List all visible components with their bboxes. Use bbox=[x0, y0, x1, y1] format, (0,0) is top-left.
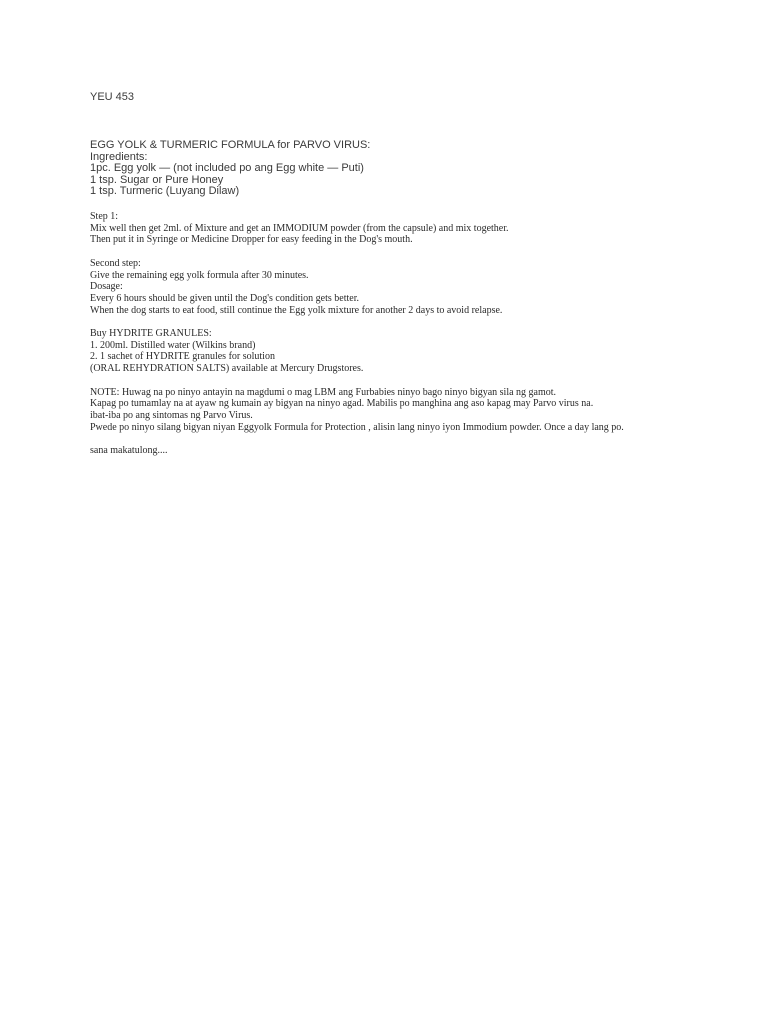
dosage-label: Dosage: bbox=[90, 281, 123, 293]
spacer bbox=[90, 316, 700, 328]
ingredient-item: 1 tsp. Turmeric (Luyang Dilaw) bbox=[90, 185, 240, 198]
dosage-line: Every 6 hours should be given until the Dog's condition gets better. bbox=[90, 292, 359, 304]
closing-line: sana makatulong.... bbox=[90, 445, 168, 456]
hydrite-line: 2. 1 sachet of HYDRITE granules for solution bbox=[90, 351, 275, 363]
dosage-line: When the dog starts to eat food, still continue the Egg yolk mixture for another 2 days to avoid relapse. bbox=[90, 304, 503, 316]
spacer bbox=[90, 433, 700, 445]
formula-title: EGG YOLK & TURMERIC FORMULA for PARVO VIRUS: bbox=[90, 139, 371, 151]
hydrite-line: (ORAL REHYDRATION SALTS) available at Mercury Drugstores. bbox=[90, 363, 364, 375]
step2-heading: Second step: bbox=[90, 257, 141, 269]
step1-line: Then put it in Syringe or Medicine Dropper for easy feeding in the Dog's mouth. bbox=[90, 234, 413, 246]
note-line: ibat-iba po ang sintomas ng Parvo Virus. bbox=[90, 409, 253, 421]
ingredients-label: Ingredients: bbox=[90, 150, 148, 163]
spacer bbox=[90, 375, 700, 387]
spacer bbox=[90, 246, 700, 258]
note-line: Kapag po tumamlay na at ayaw ng kumain ay bigyan na ninyo agad. Mabilis po manghina ang aso kapag may Parvo virus na. bbox=[90, 398, 594, 410]
formula-block bbox=[90, 140, 370, 198]
ingredient-item: 1 tsp. Sugar or Pure Honey bbox=[90, 173, 224, 186]
note-line: Pwede po ninyo silang bigyan niyan Eggyolk Formula for Protection , alisin lang ninyo iyon Immodium powder. Once a day lang po. bbox=[90, 421, 624, 433]
step1-heading: Step 1: bbox=[90, 211, 119, 222]
document-code: YEU 453 bbox=[90, 91, 135, 103]
note-line: NOTE: Huwag na po ninyo antayin na magdumi o mag LBM ang Furbabies ninyo bago ninyo bigyan sila ng gamot. bbox=[90, 386, 557, 398]
hydrite-line: 1. 200ml. Distilled water (Wilkins brand) bbox=[90, 339, 256, 351]
instructions-block bbox=[90, 211, 700, 457]
step1-line: Mix well then get 2ml. of Mixture and get an IMMODIUM powder (from the capsule) and mix together. bbox=[90, 222, 509, 234]
hydrite-heading: Buy HYDRITE GRANULES: bbox=[90, 328, 212, 339]
ingredient-item: 1pc. Egg yolk — (not included po ang Egg white — Puti) bbox=[90, 162, 364, 175]
step2-line: Give the remaining egg yolk formula after 30 minutes. bbox=[90, 269, 309, 281]
